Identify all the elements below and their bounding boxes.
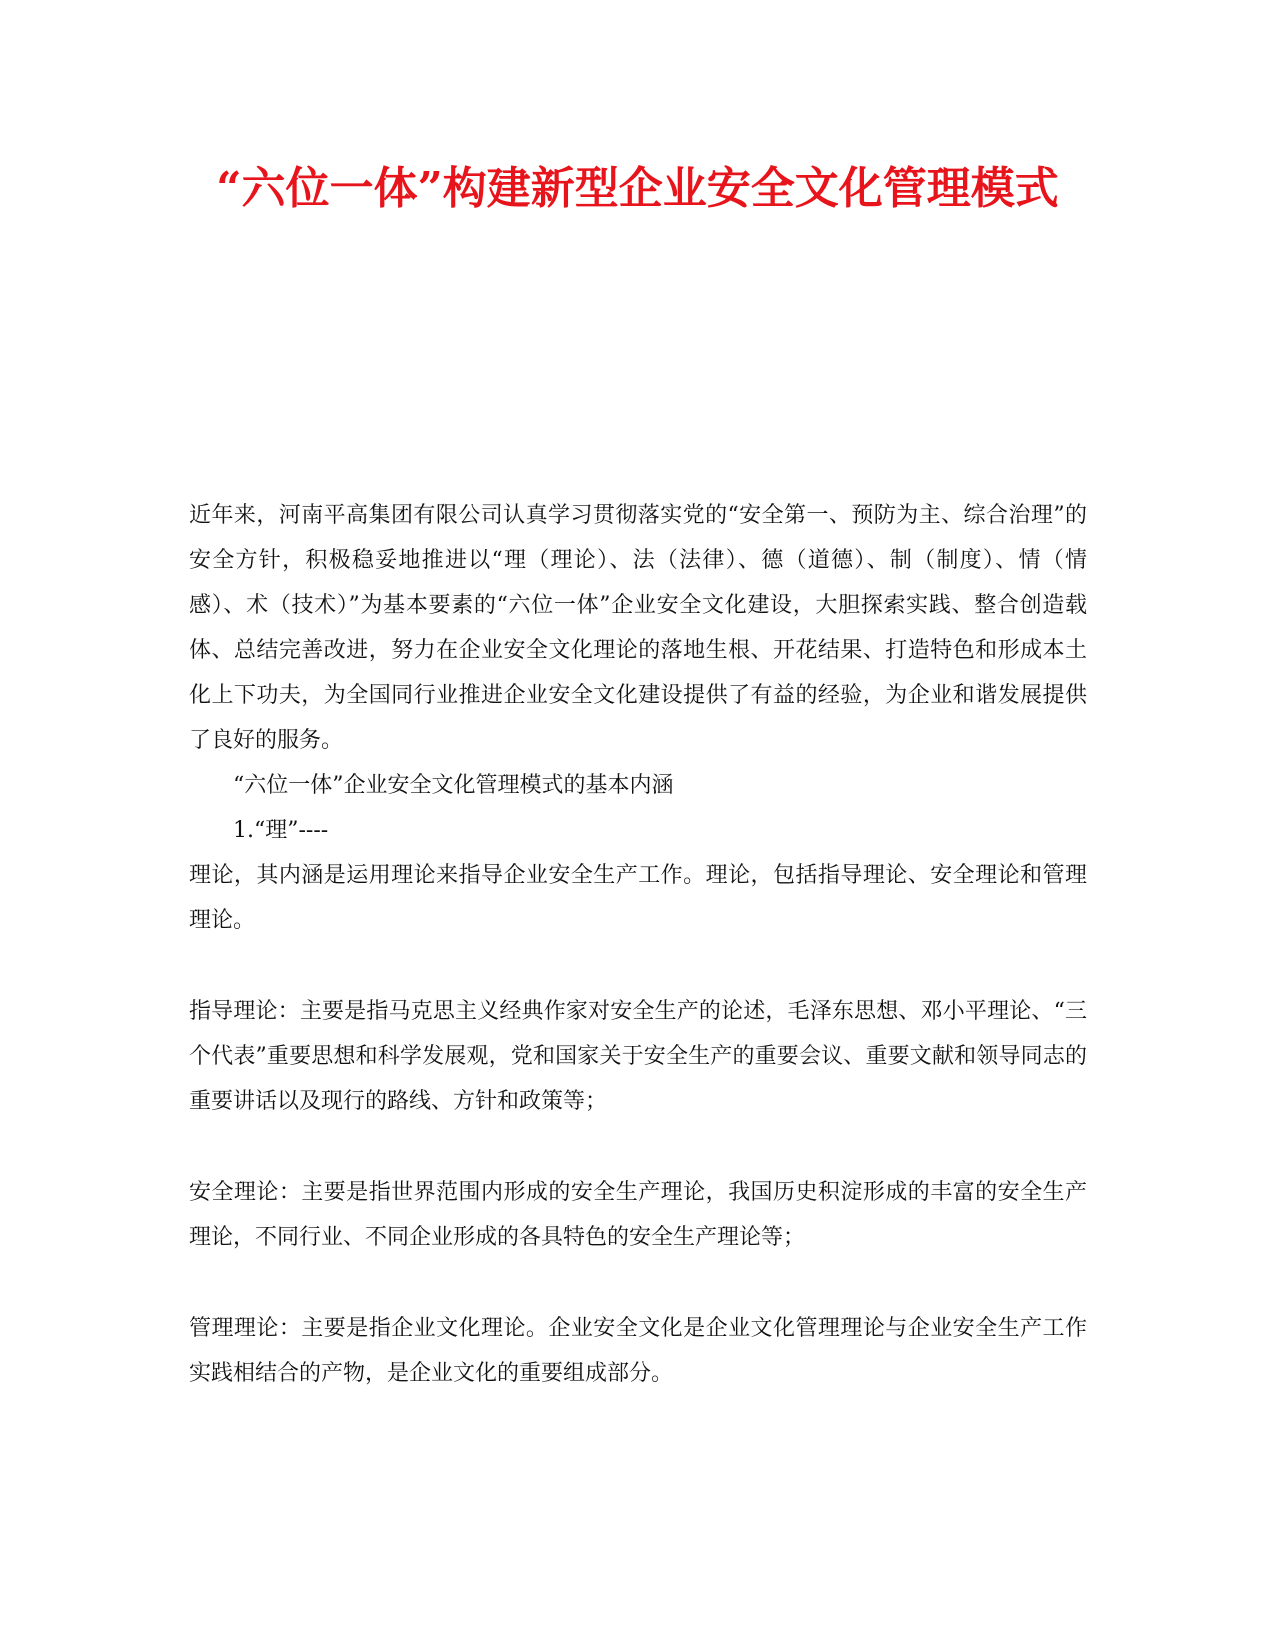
item1-paragraph: 理论，其内涵是运用理论来指导企业安全生产工作。理论，包括指导理论、安全理论和管理理论。 — [189, 863, 1087, 933]
paragraph-gap — [189, 943, 1087, 989]
guiding-theory-paragraph: 指导理论：主要是指马克思主义经典作家对安全生产的论述，毛泽东思想、邓小平理论、“三个代表”重要思想和科学发展观，党和国家关于安全生产的重要会议、重要文献和领导同志的重要讲话以及现行的路线、方针和政策等； — [189, 999, 1087, 1114]
paragraph-gap — [189, 1124, 1087, 1170]
intro-paragraph: 近年来，河南平高集团有限公司认真学习贯彻落实党的“安全第一、预防为主、综合治理”的安全方针，积极稳妥地推进以“理（理论）、法（法律）、德（道德）、制（制度）、情（情感）、术（技术）”为基本要素的“六位一体”企业安全文化建设，大胆探索实践、整合创造载体、总结完善改进，努力在企业安全文化理论的落地生根、开花结果、打造特色和形成本土化上下功夫，为全国同行业推进企业安全文化建设提供了有益的经验，为企业和谐发展提供了良好的服务。 — [189, 503, 1087, 753]
document-title: “六位一体”构建新型企业安全文化管理模式 — [216, 163, 1059, 214]
item1-heading: 1.“理”---- — [233, 818, 329, 843]
section-heading: “六位一体”企业安全文化管理模式的基本内涵 — [233, 773, 674, 798]
paragraph-gap — [189, 1260, 1087, 1306]
management-theory-paragraph: 管理理论：主要是指企业文化理论。企业安全文化是企业文化管理理论与企业安全生产工作实践相结合的产物，是企业文化的重要组成部分。 — [189, 1316, 1087, 1386]
safety-theory-paragraph: 安全理论：主要是指世界范围内形成的安全生产理论，我国历史积淀形成的丰富的安全生产理论，不同行业、不同企业形成的各具特色的安全生产理论等； — [189, 1180, 1087, 1250]
document-body — [189, 493, 1087, 1396]
